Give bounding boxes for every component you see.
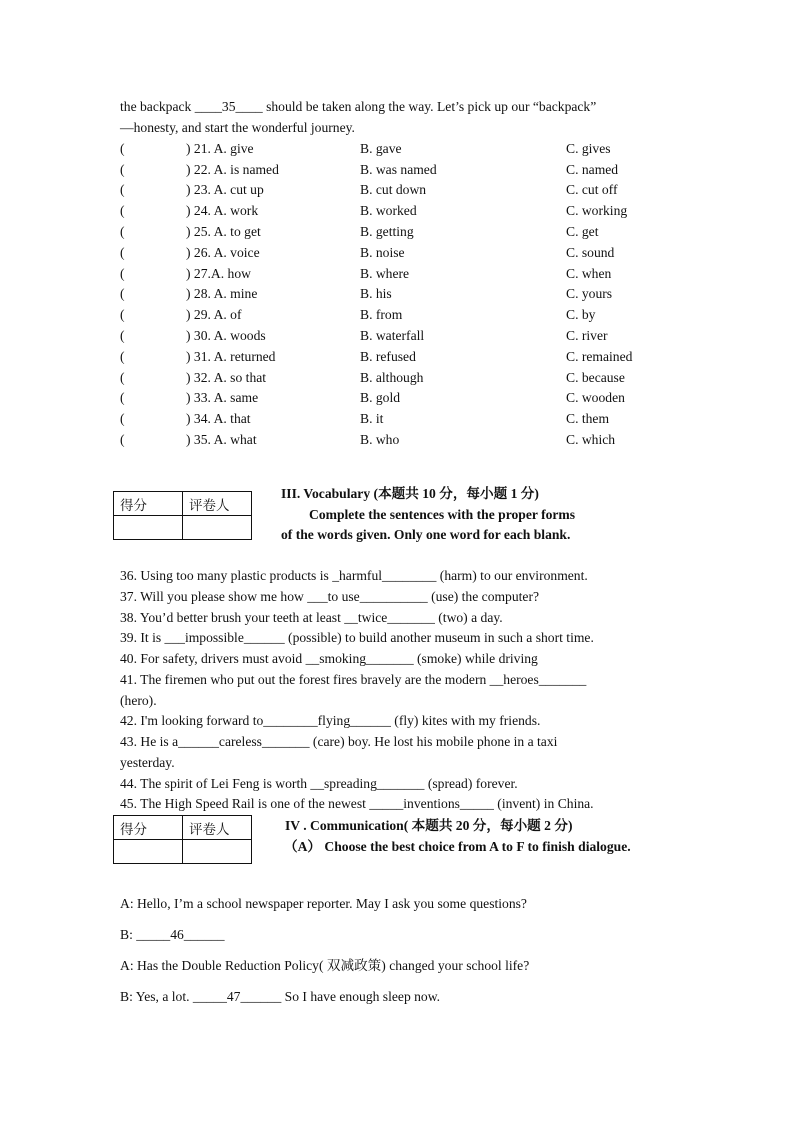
vocab-question: 36. Using too many plastic products is _harmful________ (harm) to our environment.: [120, 568, 588, 583]
answer-bracket[interactable]: (: [120, 245, 125, 260]
option-a: ) 23. A. cut up: [186, 182, 264, 197]
option-row: [120, 389, 680, 407]
answer-bracket[interactable]: (: [120, 411, 125, 426]
option-c: C. cut off: [566, 182, 618, 197]
grader-label: 评卷人: [183, 492, 252, 516]
option-b: B. noise: [360, 245, 405, 260]
option-a: ) 30. A. woods: [186, 328, 266, 343]
dialogue-line: B: _____46______: [120, 927, 225, 942]
option-row: [120, 431, 680, 449]
vocab-question: 37. Will you please show me how ___to use__________ (use) the computer?: [120, 589, 540, 604]
option-a: ) 22. A. is named: [186, 162, 279, 177]
option-b: B. refused: [360, 349, 416, 364]
option-b: B. gold: [360, 390, 401, 405]
option-b: B. getting: [360, 224, 414, 239]
option-row: [120, 265, 680, 283]
option-a: ) 33. A. same: [186, 390, 259, 405]
score-field[interactable]: [114, 516, 183, 540]
section-instruction: of the words given. Only one word for each blank.: [281, 527, 571, 542]
option-b: B. although: [360, 370, 424, 385]
answer-bracket[interactable]: (: [120, 224, 125, 239]
section-heading: III. Vocabulary (本题共 10 分，每小题 1 分): [281, 486, 539, 501]
option-c: C. named: [566, 162, 619, 177]
dialogue-line: A: Hello, I’m a school newspaper reporter. May I ask you some questions?: [120, 896, 527, 911]
answer-bracket[interactable]: (: [120, 349, 125, 364]
option-row: [120, 285, 680, 303]
vocab-question: 38. You’d better brush your teeth at least __twice_______ (two) a day.: [120, 610, 503, 625]
option-row: [120, 369, 680, 387]
option-c: C. when: [566, 266, 612, 281]
vocab-question: 41. The firemen who put out the forest fires bravely are the modern __heroes_______: [120, 672, 587, 687]
answer-bracket[interactable]: (: [120, 390, 125, 405]
option-c: C. sound: [566, 245, 615, 260]
option-row: [120, 140, 680, 158]
option-a: ) 26. A. voice: [186, 245, 260, 260]
score-label: 得分: [114, 816, 183, 840]
option-a: ) 34. A. that: [186, 411, 251, 426]
answer-bracket[interactable]: (: [120, 182, 125, 197]
section-heading: IV . Communication( 本题共 20 分，每小题 2 分): [285, 818, 573, 833]
option-c: C. yours: [566, 286, 613, 301]
score-label: 得分: [114, 492, 183, 516]
option-b: B. his: [360, 286, 392, 301]
option-row: [120, 348, 680, 366]
option-b: B. from: [360, 307, 403, 322]
option-a: ) 25. A. to get: [186, 224, 261, 239]
passage-line: the backpack ____35____ should be taken along the way. Let’s pick up our “backpack”: [120, 99, 597, 114]
grader-field[interactable]: [183, 516, 252, 540]
section-instruction: （A） Choose the best choice from A to F to finish dialogue.: [284, 839, 631, 854]
option-row: [120, 161, 680, 179]
answer-bracket[interactable]: (: [120, 432, 125, 447]
answer-bracket[interactable]: (: [120, 307, 125, 322]
score-box: [113, 815, 252, 864]
section-instruction: Complete the sentences with the proper forms: [309, 507, 576, 522]
option-a: ) 29. A. of: [186, 307, 242, 322]
answer-bracket[interactable]: (: [120, 286, 125, 301]
option-c: C. river: [566, 328, 608, 343]
option-row: [120, 223, 680, 241]
answer-bracket[interactable]: (: [120, 328, 125, 343]
option-c: C. them: [566, 411, 610, 426]
option-a: ) 27.A. how: [186, 266, 251, 281]
option-b: B. who: [360, 432, 400, 447]
option-a: ) 35. A. what: [186, 432, 257, 447]
option-b: B. cut down: [360, 182, 427, 197]
option-b: B. gave: [360, 141, 402, 156]
grader-label: 评卷人: [183, 816, 252, 840]
answer-bracket[interactable]: (: [120, 370, 125, 385]
dialogue-line: A: Has the Double Reduction Policy( 双减政策) changed your school life?: [120, 958, 530, 973]
option-c: C. get: [566, 224, 599, 239]
option-b: B. worked: [360, 203, 417, 218]
option-row: [120, 181, 680, 199]
score-field[interactable]: [114, 840, 183, 864]
option-row: [120, 202, 680, 220]
option-c: C. which: [566, 432, 616, 447]
passage-line: —honesty, and start the wonderful journey.: [120, 120, 355, 135]
option-c: C. working: [566, 203, 628, 218]
dialogue-line: B: Yes, a lot. _____47______ So I have enough sleep now.: [120, 989, 441, 1004]
answer-bracket[interactable]: (: [120, 203, 125, 218]
answer-bracket[interactable]: (: [120, 141, 125, 156]
option-c: C. because: [566, 370, 625, 385]
vocab-question: 45. The High Speed Rail is one of the newest _____inventions_____ (invent) in China.: [120, 796, 594, 811]
vocab-question: 42. I'm looking forward to________flying______ (fly) kites with my friends.: [120, 713, 541, 728]
option-a: ) 28. A. mine: [186, 286, 258, 301]
answer-bracket[interactable]: (: [120, 162, 125, 177]
vocab-question: 40. For safety, drivers must avoid __smoking_______ (smoke) while driving: [120, 651, 538, 666]
vocab-question-continued: (hero).: [120, 693, 157, 708]
option-b: B. where: [360, 266, 410, 281]
option-row: [120, 244, 680, 262]
option-c: C. wooden: [566, 390, 625, 405]
option-c: C. remained: [566, 349, 633, 364]
vocab-question-continued: yesterday.: [120, 755, 175, 770]
option-row: [120, 410, 680, 428]
option-b: B. was named: [360, 162, 437, 177]
option-row: [120, 327, 680, 345]
option-row: [120, 306, 680, 324]
grader-field[interactable]: [183, 840, 252, 864]
option-a: ) 31. A. returned: [186, 349, 276, 364]
option-a: ) 24. A. work: [186, 203, 259, 218]
option-b: B. it: [360, 411, 384, 426]
vocab-question: 44. The spirit of Lei Feng is worth __spreading_______ (spread) forever.: [120, 776, 518, 791]
vocab-question: 39. It is ___impossible______ (possible) to build another museum in such a short time.: [120, 630, 594, 645]
option-c: C. gives: [566, 141, 611, 156]
option-c: C. by: [566, 307, 596, 322]
score-box: [113, 491, 252, 540]
answer-bracket[interactable]: (: [120, 266, 125, 281]
vocab-question: 43. He is a______careless_______ (care) boy. He lost his mobile phone in a taxi: [120, 734, 558, 749]
option-a: ) 32. A. so that: [186, 370, 267, 385]
option-b: B. waterfall: [360, 328, 425, 343]
option-a: ) 21. A. give: [186, 141, 254, 156]
